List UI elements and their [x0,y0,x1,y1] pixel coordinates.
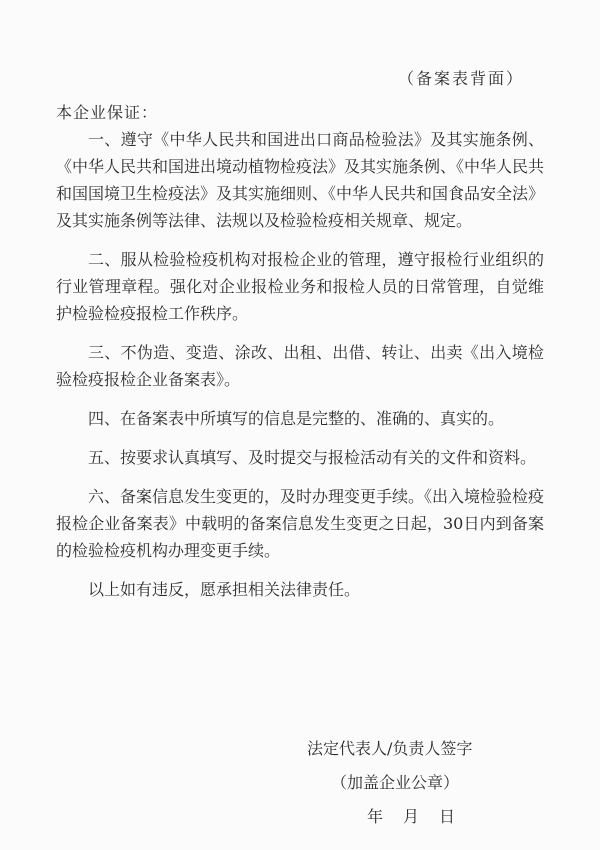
guarantee-intro: 本企业保证： [56,103,159,122]
clause-2: 二、服从检验检疫机构对报检企业的管理，遵守报检行业组织的行业管理章程。强化对企业报检业务和报检人员的日常管理，自觉维护检验检疫报检工作秩序。 [56,250,544,323]
liability-statement: 以上如有违反，愿承担相关法律责任。 [88,580,361,599]
clause-1: 一、遵守《中华人民共和国进出口商品检验法》及其实施条例、《中华人民共和国进出境动植物检疫法》及其实施条例、《中华人民共和国国境卫生检疫法》及其实施细则、《中华人民共和国食品安全法》及其实施条例等法律、法规以及检验检疫相关规章、规定。 [56,130,545,230]
clause-4: 四、在备案表中所填写的信息是完整的、准确的、真实的。 [88,409,505,428]
form-side-note: （备案表背面） [397,69,524,88]
guarantee-clauses [56,126,544,603]
company-seal-note: （加盖企业公章） [331,773,460,792]
clause-6: 六、备案信息发生变更的，及时办理变更手续。《出入境检验检疫报检企业备案表》中载明的备案信息发生变更之日起，30日内到备案的检验检疫机构办理变更手续。 [56,487,545,560]
signature-block [307,732,527,834]
clause-3: 三、不伪造、变造、涂改、出租、出借、转让、出卖《出入境检验检疫报检企业备案表》。 [56,343,544,389]
signature-label: 法定代表人/负责人签字 [307,739,473,758]
clause-5: 五、按要求认真填写、及时提交与报检活动有关的文件和资料。 [88,448,537,467]
date-line: 年月日 [367,807,476,826]
